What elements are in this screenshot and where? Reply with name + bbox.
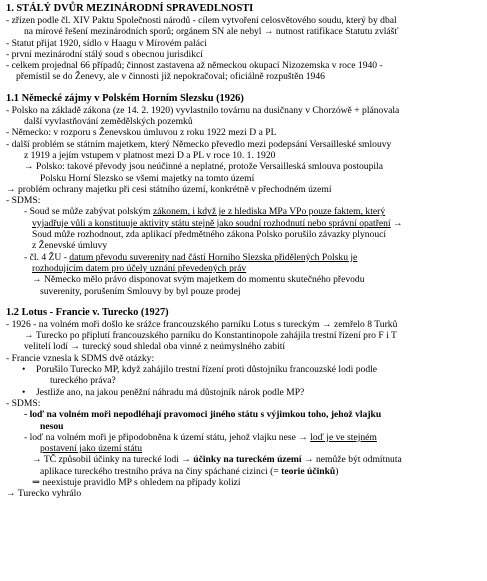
underlined-text: datum převodu suverenity nad částí Horního Slezska přidělených Polsku je: [69, 251, 358, 263]
underlined-text: loď je ve stejném: [310, 431, 377, 443]
text-line: - SDMS:: [6, 195, 41, 207]
text-line: suverenity, porušením Smlouvy by byl pouze prodej: [40, 285, 241, 297]
section-1-2-heading: 1.2 Lotus - Francie v. Turecko (1927): [6, 306, 169, 318]
text-line: - Francie vznesla k SDMS dvě otázky:: [6, 352, 155, 364]
text-line: - další problém se státním majetkem, který Německo převedlo mezi podepsání Versailleské smlouvy: [6, 138, 392, 150]
text-line: [6, 432, 483, 443]
bullet-text: Jestliže ano, na jakou peněžní náhradu má důstojník nárok podle MP?: [36, 386, 305, 398]
bold-text-line: - loď na volném moři nepodléhají pravomoci jiného státu s výjimkou toho, jehož vlajku: [24, 409, 382, 421]
text-line: - první mezinárodní stálý soud s obecnou jurisdikcí: [6, 48, 203, 60]
text-line: Soud může rozhodnout, zda aplikací předmětného zákona Polsko porušilo závazky plynoucí: [32, 229, 387, 241]
text-line: - zřízen podle čl. XIV Paktu Společnosti národů - cílem vytvoření celosvětového soudu, který by dbal: [6, 15, 397, 26]
text-line: tureckého práva?: [50, 375, 116, 387]
underlined-text: zákonem, i když je z hlediska MPa VPo pouze faktem, který: [152, 206, 386, 218]
text-line: na mírové řešení mezinárodních sporů; orgánem SN ale nebyl → nutnost ratifikace Statutu zvlášť: [24, 26, 399, 38]
text-line: - celkem projednal 66 případů; činnost zastavena až německou okupací Nizozemska v roce 1940 -: [6, 60, 383, 72]
text-line: [6, 454, 483, 465]
text-line: přemístil se do Ženevy, ale v činnosti již nepokračoval; oficiálně rozpuštěn 1946: [16, 71, 325, 83]
bullet-icon: •: [22, 386, 26, 398]
text-line: → Turecko vyhrálo: [6, 488, 82, 500]
bullet-item: [6, 364, 483, 375]
text-fragment: →: [390, 217, 403, 229]
text-fragment: - Soud se může zabývat polským: [24, 206, 153, 218]
text-fragment: - loď na volném moři je připodobněna k území státu, jehož vlajku nese →: [24, 431, 311, 443]
text-line: ⇒ neexistuje pravidlo MP s ohledem na případy kolizí: [32, 476, 241, 488]
underlined-text: vyjadřuje vůli a konstituuje aktivity státu stejně jako soudní rozhodnutí nebo správní opatření: [32, 217, 391, 229]
text-line: → Turecko po připlutí francouzského parníku do Konstantinopole zahájila trestní řízení pro F i T: [24, 330, 397, 342]
section-1-heading: 1. STÁLÝ DVŮR MEZINÁRODNÍ SPRAVEDLNOSTI: [6, 3, 254, 14]
text-line: Polsku Horní Slezsko se všemi majetky na tomto území: [40, 172, 255, 184]
text-fragment: ): [335, 465, 339, 477]
bullet-icon: •: [22, 364, 26, 376]
text-fragment: aplikace tureckého trestního práva na činy spáchané cizinci (=: [40, 465, 282, 477]
bullet-item: [6, 387, 483, 398]
text-line: z 1919 a jejím vstupem v platnost mezi D a PL v roce 10. 1. 1920: [24, 149, 276, 161]
text-line: - Statut přijat 1920, sídlo v Haagu v Mírovém paláci: [6, 37, 207, 49]
text-fragment: → nemůže být odmítnuta: [301, 454, 402, 466]
bold-text: účinky na tureckém území: [193, 454, 302, 466]
bold-text-line: nesou: [40, 420, 64, 432]
underlined-text: rozhodujícím datem pro účely uznání převedených práv: [32, 262, 247, 274]
text-line: → Polsko: takové převody jsou neúčinné a neplatné, protože Versailleská smlouva postoupila: [24, 161, 383, 173]
text-line: velitelí lodí → turecký soud shledal oba vinné z neúmyslného zabití: [24, 341, 286, 353]
text-line: [6, 466, 483, 477]
text-line: - SDMS:: [6, 397, 41, 409]
text-line: [6, 263, 483, 274]
bold-text: teorie účinků: [281, 465, 336, 477]
bullet-text: Porušilo Turecko MP, když zahájilo trestní řízení proti důstojníku francouzské lodi podle: [36, 364, 378, 376]
text-line: - 1926 - na volném moři došlo ke srážce francouzského parníku Lotus s tureckým → zemřelo 8 Turků: [6, 318, 398, 330]
text-line: - Polsko na základě zákona (ze 14. 2. 1920) vyvlastnilo továrnu na dusičnany v Chorzówě + plánovala: [6, 104, 400, 116]
text-fragment: - čl. 4 ŽU -: [24, 251, 70, 263]
text-fragment: → TČ způsobil účinky na turecké lodi →: [32, 454, 194, 466]
text-line: [6, 252, 483, 263]
text-line: [6, 443, 483, 454]
text-line: z Ženevské úmluvy: [32, 240, 108, 252]
text-line: [6, 206, 483, 217]
text-line: → problém ochrany majetku při cesi státního území, konkrétně v přechodném území: [6, 183, 332, 195]
text-line: - Německo: v rozporu s Ženevskou úmluvou z roku 1922 mezi D a PL: [6, 127, 277, 139]
text-line: → Německo mělo právo disponovat svým majetkem do momentu skutečného převodu: [32, 274, 365, 286]
underlined-text: postavení jako území státu: [40, 443, 143, 455]
section-1-1-heading: 1.1 Německé zájmy v Polském Horním Slezsku (1926): [6, 92, 244, 104]
text-line: [6, 218, 483, 229]
text-line: další vyvlastňování zemědělských pozemků: [24, 116, 193, 128]
